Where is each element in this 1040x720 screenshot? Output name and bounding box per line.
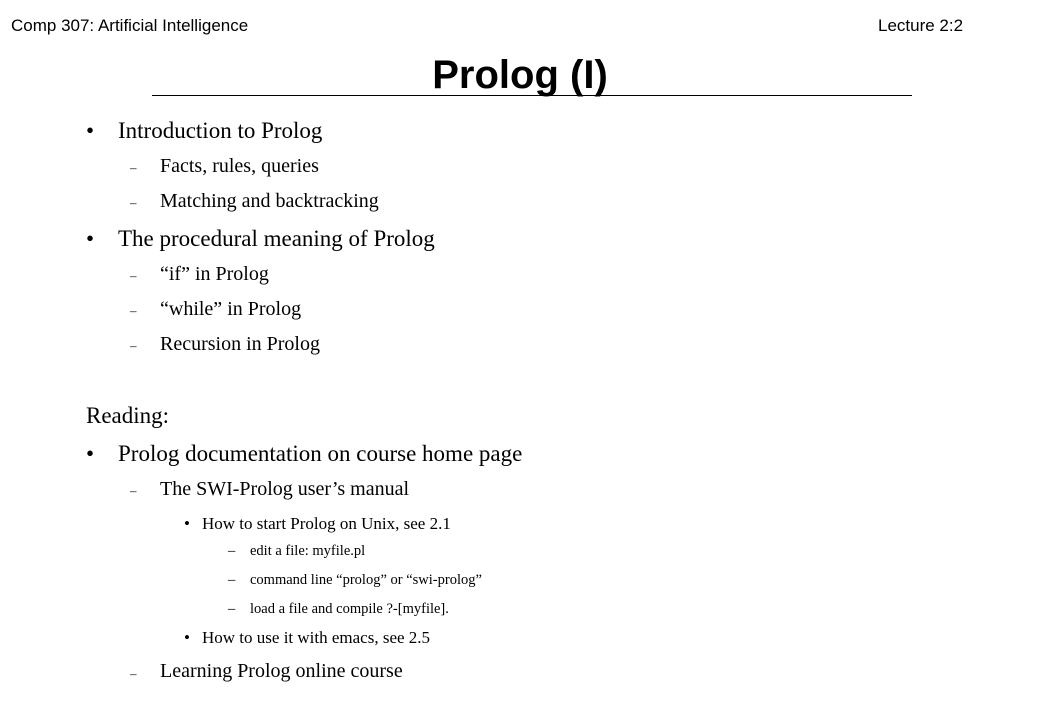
dash-icon: – <box>130 160 137 175</box>
dash-icon: – <box>228 601 236 617</box>
reading-heading: Reading: <box>86 403 170 428</box>
reading-step: edit a file: myfile.pl <box>250 543 366 559</box>
dash-icon: – <box>130 666 137 681</box>
dash-icon: – <box>130 338 137 353</box>
dash-icon: – <box>130 195 137 210</box>
outline-intro-sub: Facts, rules, queries <box>160 155 319 177</box>
outline-procedural-sub: “while” in Prolog <box>160 298 302 320</box>
dash-icon: – <box>130 483 137 498</box>
reading-step: command line “prolog” or “swi-prolog” <box>250 572 482 588</box>
reading-emacs: How to use it with emacs, see 2.5 <box>202 628 431 647</box>
bullet-icon: • <box>86 118 95 143</box>
bullet-icon: • <box>184 628 190 647</box>
dash-icon: – <box>228 572 236 588</box>
outline-procedural-sub: “if” in Prolog <box>160 263 269 285</box>
outline-procedural-sub: Recursion in Prolog <box>160 333 320 355</box>
reading-doc: Prolog documentation on course home page <box>118 441 523 466</box>
header-lecture: Lecture 2:2 <box>878 16 964 35</box>
bullet-icon: • <box>184 514 190 533</box>
dash-icon: – <box>130 268 137 283</box>
dash-icon: – <box>130 303 137 318</box>
outline-procedural: The procedural meaning of Prolog <box>118 226 435 251</box>
header-course: Comp 307: Artificial Intelligence <box>11 16 249 35</box>
bullet-icon: • <box>86 441 95 466</box>
outline-intro-sub: Matching and backtracking <box>160 190 379 212</box>
dash-icon: – <box>228 543 236 559</box>
bullet-icon: • <box>86 226 95 251</box>
outline-intro: Introduction to Prolog <box>118 118 323 143</box>
slide-title: Prolog (I) <box>432 53 608 97</box>
reading-online: Learning Prolog online course <box>160 660 403 682</box>
reading-step: load a file and compile ?-[myfile]. <box>250 601 449 617</box>
reading-manual: The SWI-Prolog user’s manual <box>160 478 410 500</box>
title-underline <box>152 95 912 96</box>
reading-start: How to start Prolog on Unix, see 2.1 <box>202 514 451 533</box>
